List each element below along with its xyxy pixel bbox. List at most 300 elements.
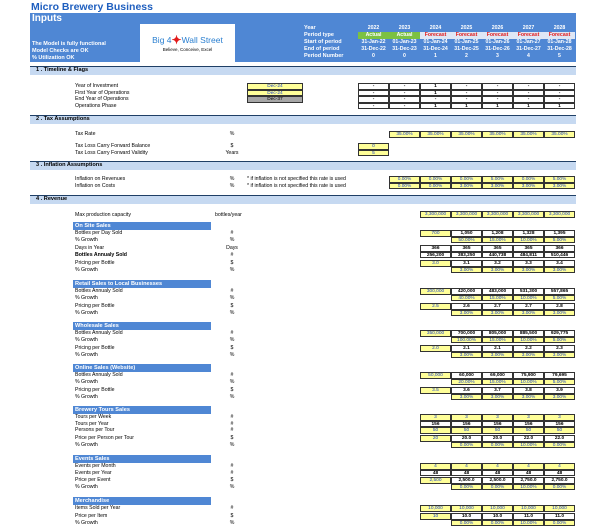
wholesale-price-growth-unit: % bbox=[229, 351, 235, 358]
capacity-label: Max production capacity bbox=[75, 212, 131, 218]
retail-price-cell: 2.6 bbox=[451, 303, 482, 310]
sheet-title: Inputs bbox=[32, 13, 62, 24]
tours-per-week-input[interactable]: 3 bbox=[420, 414, 451, 421]
events-per-year-cell: 48 bbox=[544, 470, 575, 477]
persons-per-tour-input[interactable]: 50 bbox=[420, 427, 451, 434]
wholesale-annual-cell: 929,775 bbox=[544, 330, 575, 337]
online-price-cell: 3.9 bbox=[544, 387, 575, 394]
retail-price-growth-label: % Growth bbox=[75, 309, 98, 316]
merch-items-input[interactable]: 10,000 bbox=[513, 505, 544, 512]
retail-price-label: Pricing per Bottle bbox=[75, 303, 115, 309]
header-years-cell: 2024 bbox=[429, 25, 442, 31]
subsection-wholesale: Wholesale Sales bbox=[73, 322, 211, 330]
section-tax: 2 . Tax Assumptions bbox=[30, 115, 576, 124]
timeline-flag-cell: 1 bbox=[420, 90, 451, 97]
online-price-growth-input[interactable]: 3.00% bbox=[544, 394, 575, 401]
section-inflation: 3 . Inflation Assumptions bbox=[30, 161, 576, 170]
wholesale-price-unit: $ bbox=[230, 345, 234, 351]
merch-price-cell: 11.0 bbox=[513, 513, 544, 520]
inflation-costs-unit: % bbox=[229, 183, 235, 189]
event-price-growth-input[interactable]: 0.00% bbox=[451, 484, 482, 491]
online-annual-cell: 69,000 bbox=[482, 372, 513, 379]
tlcf-validity-input[interactable]: 5 bbox=[358, 150, 389, 157]
tours-per-year-cell: 156 bbox=[451, 421, 482, 428]
bpd-growth-input[interactable]: 15.00% bbox=[482, 237, 513, 244]
bottles-per-day-cell: 1,328 bbox=[513, 230, 544, 237]
timeline-flag-cell: - bbox=[451, 83, 482, 90]
timeline-flag-cell: - bbox=[358, 103, 389, 110]
online-annual-cell: 60,000 bbox=[451, 372, 482, 379]
header-period-types-cell: Forecast bbox=[451, 32, 482, 39]
wholesale-price-growth-input[interactable]: 3.00% bbox=[544, 352, 575, 359]
merch-price-cell: 10.0 bbox=[451, 513, 482, 520]
online-price-label: Pricing per Bottle bbox=[75, 387, 115, 393]
header-period-types-cell: Forecast bbox=[544, 32, 575, 39]
days-cell: 366 bbox=[420, 245, 451, 252]
online-price-growth-input[interactable]: 3.00% bbox=[451, 394, 482, 401]
timeline-flag-cell: 1 bbox=[420, 103, 451, 110]
status-functional: The Model is fully functional bbox=[32, 41, 106, 47]
events-per-month-input[interactable]: 4 bbox=[451, 463, 482, 470]
wholesale-price-growth-input[interactable]: 3.00% bbox=[482, 352, 513, 359]
header-start-cell: 31-Jan-22 bbox=[361, 39, 386, 45]
events-per-year-cell: 48 bbox=[513, 470, 544, 477]
retail-annual-label: Bottles Annualy Sold bbox=[75, 288, 123, 294]
timeline-flag-cell: - bbox=[544, 96, 575, 103]
header-end-cell: 31-Dec-22 bbox=[361, 46, 386, 52]
retail-annual-cell: 531,300 bbox=[513, 288, 544, 295]
bpd-growth-label: % Growth bbox=[75, 236, 98, 243]
capacity-input[interactable]: 3,300,000 bbox=[513, 211, 544, 218]
event-price-growth-unit: % bbox=[229, 483, 235, 490]
timeline-flag-cell: - bbox=[389, 83, 420, 90]
retail-price-growth-input[interactable]: 3.00% bbox=[482, 310, 513, 317]
bpd-growth-input[interactable]: 10.00% bbox=[513, 237, 544, 244]
retail-price-cell: 2.8 bbox=[544, 303, 575, 310]
tours-per-year-unit: # bbox=[230, 420, 234, 427]
onsite-annual-label: Bottles Annualy Sold bbox=[75, 251, 127, 258]
onsite-price-growth-label: % Growth bbox=[75, 266, 98, 273]
events-per-month-input[interactable]: 4 bbox=[420, 463, 451, 470]
online-price-cell: 3.7 bbox=[482, 387, 513, 394]
events-per-year-cell: 48 bbox=[482, 470, 513, 477]
wholesale-price-label: Pricing per Bottle bbox=[75, 345, 115, 351]
header-start-cell: 01-Jan-25 bbox=[454, 39, 479, 45]
event-price-growth-label: % Growth bbox=[75, 483, 98, 490]
days-in-year-unit: Days bbox=[226, 245, 238, 251]
events-per-month-input[interactable]: 4 bbox=[544, 463, 575, 470]
tour-price-growth-input[interactable]: 0.00% bbox=[482, 442, 513, 449]
header-period-numbers-cell: 5 bbox=[558, 53, 561, 59]
capacity-input[interactable]: 3,300,000 bbox=[544, 211, 575, 218]
events-per-year-unit: # bbox=[230, 469, 234, 476]
timeline-flag-cell: - bbox=[420, 96, 451, 103]
merch-items-label: Items Sold per Year bbox=[75, 505, 121, 511]
timeline-flag-cell: - bbox=[482, 96, 513, 103]
timeline-label: Year of Investment bbox=[75, 83, 119, 89]
timeline-label: Operations Phase bbox=[75, 102, 117, 109]
header-years-cell: 2025 bbox=[460, 25, 473, 31]
merch-price-growth-input[interactable]: 10.00% bbox=[513, 520, 544, 527]
timeline-input: Dec-37 bbox=[247, 96, 303, 103]
online-price-growth-input[interactable]: 3.00% bbox=[513, 394, 544, 401]
merch-price-cell: 10.0 bbox=[482, 513, 513, 520]
eagle-icon: ✦ bbox=[171, 33, 182, 47]
onsite-price-growth-unit: % bbox=[229, 266, 235, 273]
merch-price-growth-input[interactable]: 0.00% bbox=[544, 520, 575, 527]
tour-price-growth-unit: % bbox=[229, 441, 235, 448]
subsection-online: Online Sales (Website) bbox=[73, 364, 211, 372]
header-end-cell: 31-Dec-26 bbox=[485, 46, 510, 52]
online-growth-unit: % bbox=[229, 378, 235, 385]
retail-price-growth-input[interactable]: 3.00% bbox=[451, 310, 482, 317]
timeline-flag-cell: - bbox=[358, 90, 389, 97]
wholesale-annual-cell: 885,500 bbox=[513, 330, 544, 337]
bpd-growth-unit: % bbox=[229, 236, 235, 243]
tour-price-growth-input[interactable]: 10.00% bbox=[513, 442, 544, 449]
online-growth-label: % Growth bbox=[75, 378, 98, 385]
row-label-period-number: Period Number bbox=[304, 53, 344, 59]
header-period-types-cell: Forecast bbox=[513, 32, 544, 39]
merch-items-unit: # bbox=[230, 505, 234, 511]
capacity-input[interactable]: 3,300,000 bbox=[451, 211, 482, 218]
tours-per-year-cell: 156 bbox=[420, 421, 451, 428]
onsite-price-growth-input[interactable]: 3.00% bbox=[513, 267, 544, 274]
timeline-flag-cell: 1 bbox=[451, 103, 482, 110]
wholesale-price-cell: 2.2 bbox=[513, 345, 544, 352]
retail-price-growth-unit: % bbox=[229, 309, 235, 316]
days-cell: 365 bbox=[482, 245, 513, 252]
merch-items-input[interactable]: 10,000 bbox=[482, 505, 513, 512]
row-label-period-type: Period type bbox=[304, 32, 334, 38]
tours-per-week-input[interactable]: 3 bbox=[544, 414, 575, 421]
tour-price-cell: 20.0 bbox=[451, 435, 482, 442]
tours-per-week-label: Tours per Week bbox=[75, 414, 112, 420]
wholesale-annual-label: Bottles Annualy Sold bbox=[75, 330, 123, 336]
tour-price-cell: 22.0 bbox=[544, 435, 575, 442]
tours-per-week-input[interactable]: 3 bbox=[482, 414, 513, 421]
wholesale-growth-input[interactable]: 15.00% bbox=[482, 337, 513, 344]
tours-per-year-label: Tours per Year bbox=[75, 420, 109, 427]
merch-price-growth-label: % Growth bbox=[75, 519, 98, 526]
tax-rate-input[interactable]: 35.00% bbox=[513, 131, 544, 138]
merch-items-input[interactable]: 10,000 bbox=[420, 505, 451, 512]
retail-annual-cell: 420,000 bbox=[451, 288, 482, 295]
onsite-price-unit: $ bbox=[230, 260, 234, 266]
merch-price-growth-input[interactable]: 0.00% bbox=[451, 520, 482, 527]
merch-price-label: Price per Item bbox=[75, 513, 108, 519]
timeline-flag-cell: - bbox=[482, 83, 513, 90]
onsite-price-growth-input[interactable]: 3.00% bbox=[451, 267, 482, 274]
online-price-cell[interactable]: 3.5 bbox=[420, 387, 451, 394]
header-years-cell: 2026 bbox=[491, 25, 504, 31]
tours-per-week-input[interactable]: 3 bbox=[451, 414, 482, 421]
inflation-cost-input[interactable]: 3.00% bbox=[482, 183, 513, 190]
wholesale-growth-label: % Growth bbox=[75, 336, 98, 343]
merch-price-growth-unit: % bbox=[229, 519, 235, 526]
retail-price-cell: 2.7 bbox=[513, 303, 544, 310]
bottles-per-day-unit: # bbox=[230, 230, 234, 236]
timeline-flag-cell: 1 bbox=[420, 83, 451, 90]
logo-text-right: Wall Street bbox=[181, 35, 223, 45]
wholesale-annual-cell: 805,000 bbox=[482, 330, 513, 337]
retail-annual-cell[interactable]: 300,000 bbox=[420, 288, 451, 295]
header-period-numbers-cell: 3 bbox=[496, 53, 499, 59]
wholesale-growth-input[interactable]: 10.00% bbox=[513, 337, 544, 344]
bottles-per-day-cell: 1,208 bbox=[482, 230, 513, 237]
onsite-price-cell: 3.2 bbox=[482, 260, 513, 267]
header-end-cell: 31-Dec-28 bbox=[547, 46, 572, 52]
online-price-cell: 3.6 bbox=[451, 387, 482, 394]
tax-rate-input[interactable]: 35.00% bbox=[451, 131, 482, 138]
merch-items-input[interactable]: 10,000 bbox=[544, 505, 575, 512]
timeline-flag-cell: - bbox=[389, 103, 420, 110]
bottles-per-day-label: Bottles per Day Sold bbox=[75, 230, 123, 236]
merch-price-cell[interactable]: 10 bbox=[420, 513, 451, 520]
inflation-revenue-input[interactable]: 0.00% bbox=[389, 176, 420, 183]
timeline-flag-cell: - bbox=[389, 90, 420, 97]
online-annual-cell: 75,900 bbox=[513, 372, 544, 379]
row-label-start: Start of period bbox=[304, 39, 342, 45]
timeline-flag-cell: - bbox=[544, 83, 575, 90]
subsection-tours: Brewery Tours Sales bbox=[73, 406, 211, 414]
timeline-flag-cell: - bbox=[358, 83, 389, 90]
header-period-numbers-cell: 2 bbox=[465, 53, 468, 59]
tours-per-week-input[interactable]: 3 bbox=[513, 414, 544, 421]
onsite-annual-cell: 510,446 bbox=[544, 252, 575, 259]
header-years-cell: 2027 bbox=[522, 25, 535, 31]
days-cell: 365 bbox=[451, 245, 482, 252]
merch-price-growth-input[interactable]: 0.00% bbox=[482, 520, 513, 527]
timeline-flag-cell: - bbox=[513, 96, 544, 103]
header-period-types-cell: Actual bbox=[389, 32, 420, 39]
tour-price-cell: 20.0 bbox=[482, 435, 513, 442]
online-annual-unit: # bbox=[230, 372, 234, 378]
subsection-retail: Retail Sales to Local Businesses bbox=[73, 280, 211, 288]
days-cell: 365 bbox=[513, 245, 544, 252]
retail-growth-input[interactable]: 5.00% bbox=[544, 295, 575, 302]
status-checks: Model Checks are OK bbox=[32, 48, 89, 54]
tours-per-week-unit: # bbox=[230, 414, 234, 420]
merch-price-cell: 11.0 bbox=[544, 513, 575, 520]
timeline-flag-cell: - bbox=[544, 90, 575, 97]
inflation-cost-input[interactable]: 0.00% bbox=[389, 183, 420, 190]
subsection-onsite: On Site Sales bbox=[73, 222, 211, 230]
timeline-flag-cell: - bbox=[513, 83, 544, 90]
logo-tagline: Believe, Conceive, Excel bbox=[162, 47, 213, 52]
header-period-types-cell: Actual bbox=[358, 32, 389, 39]
inflation-note: * if inflation is not specified this rate is used bbox=[247, 183, 346, 189]
bpd-growth-input[interactable]: 5.00% bbox=[544, 237, 575, 244]
retail-price-growth-input[interactable]: 3.00% bbox=[513, 310, 544, 317]
onsite-annual-cell: 256,200 bbox=[420, 252, 451, 259]
tax-rate-input[interactable]: 35.00% bbox=[389, 131, 420, 138]
tours-per-year-cell: 156 bbox=[544, 421, 575, 428]
onsite-annual-cell: 484,811 bbox=[513, 252, 544, 259]
onsite-annual-cell: 383,250 bbox=[451, 252, 482, 259]
bottles-per-day-cell[interactable]: 700 bbox=[420, 230, 451, 237]
online-annual-cell: 79,695 bbox=[544, 372, 575, 379]
inflation-revenues-label: Inflation on Revenues bbox=[75, 176, 126, 182]
wholesale-price-growth-input[interactable]: 3.00% bbox=[451, 352, 482, 359]
online-price-cell: 3.8 bbox=[513, 387, 544, 394]
retail-annual-cell: 557,865 bbox=[544, 288, 575, 295]
tour-price-growth-input[interactable]: 0.00% bbox=[451, 442, 482, 449]
header-start-cell: 01-Jan-26 bbox=[485, 39, 510, 45]
timeline-label: End Year of Operations bbox=[75, 96, 129, 102]
event-price-label: Price per Event bbox=[75, 477, 111, 483]
wholesale-annual-unit: # bbox=[230, 330, 234, 336]
inflation-revenue-input[interactable]: 0.00% bbox=[451, 176, 482, 183]
online-annual-label: Bottles Annualy Sold bbox=[75, 372, 123, 378]
onsite-price-cell: 3.3 bbox=[513, 260, 544, 267]
inflation-revenue-input[interactable]: 5.00% bbox=[544, 176, 575, 183]
section-revenue: 4 . Revenue bbox=[30, 195, 576, 204]
tour-price-growth-input[interactable]: 0.00% bbox=[544, 442, 575, 449]
inflation-cost-input[interactable]: 3.00% bbox=[451, 183, 482, 190]
persons-per-tour-input[interactable]: 50 bbox=[451, 427, 482, 434]
timeline-input[interactable]: Dec-24 bbox=[247, 83, 303, 90]
header-period-types-cell: Forecast bbox=[420, 32, 451, 39]
retail-price-growth-input[interactable]: 3.00% bbox=[544, 310, 575, 317]
onsite-price-growth-input[interactable]: 3.00% bbox=[544, 267, 575, 274]
merch-items-input[interactable]: 10,000 bbox=[451, 505, 482, 512]
wholesale-price-growth-input[interactable]: 3.00% bbox=[513, 352, 544, 359]
tours-per-year-cell: 156 bbox=[513, 421, 544, 428]
header-start-cell: 01-Jan-27 bbox=[516, 39, 541, 45]
inflation-cost-input[interactable]: 3.00% bbox=[544, 183, 575, 190]
online-annual-cell[interactable]: 50,000 bbox=[420, 372, 451, 379]
persons-per-tour-unit: # bbox=[230, 427, 234, 433]
inflation-costs-label: Inflation on Costs bbox=[75, 183, 116, 189]
tax-rate-label: Tax Rate bbox=[75, 131, 96, 137]
row-label-end: End of period bbox=[304, 46, 340, 52]
tlcf-balance-unit: $ bbox=[230, 143, 234, 149]
subsection-merch: Merchandise bbox=[73, 497, 211, 505]
timeline-flag-cell: 1 bbox=[482, 103, 513, 110]
onsite-price-cell: 3.1 bbox=[451, 260, 482, 267]
online-growth-input[interactable]: 20.00% bbox=[451, 379, 482, 386]
days-cell: 366 bbox=[544, 245, 575, 252]
event-price-cell[interactable]: 2,500 bbox=[420, 477, 451, 484]
tlcf-balance-input[interactable]: 0 bbox=[358, 143, 389, 150]
tax-rate-input[interactable]: 35.00% bbox=[420, 131, 451, 138]
events-per-year-cell: 48 bbox=[451, 470, 482, 477]
event-price-growth-input[interactable]: 10.00% bbox=[513, 484, 544, 491]
events-per-month-input[interactable]: 4 bbox=[513, 463, 544, 470]
retail-price-cell[interactable]: 2.5 bbox=[420, 303, 451, 310]
event-price-cell: 2,500.0 bbox=[451, 477, 482, 484]
wholesale-growth-input[interactable]: 5.00% bbox=[544, 337, 575, 344]
tax-rate-input[interactable]: 35.00% bbox=[544, 131, 575, 138]
onsite-price-label: Pricing per Bottle bbox=[75, 260, 115, 266]
retail-annual-cell: 483,000 bbox=[482, 288, 513, 295]
events-per-month-unit: # bbox=[230, 463, 234, 469]
wholesale-price-cell[interactable]: 2.0 bbox=[420, 345, 451, 352]
persons-per-tour-input[interactable]: 50 bbox=[482, 427, 513, 434]
wholesale-price-cell: 2.1 bbox=[482, 345, 513, 352]
timeline-flag-cell: - bbox=[513, 90, 544, 97]
header-years-cell: 2023 bbox=[398, 25, 411, 31]
header-period-numbers-cell: 4 bbox=[527, 53, 530, 59]
inflation-cost-input[interactable]: 3.00% bbox=[513, 183, 544, 190]
inflation-note: * if inflation is not specified this rate is used bbox=[247, 176, 346, 182]
retail-growth-input[interactable]: 40.00% bbox=[451, 295, 482, 302]
events-per-month-input[interactable]: 4 bbox=[482, 463, 513, 470]
onsite-price-growth-input[interactable]: 3.00% bbox=[482, 267, 513, 274]
event-price-growth-input[interactable]: 0.00% bbox=[544, 484, 575, 491]
tax-rate-unit: % bbox=[229, 131, 235, 137]
retail-growth-unit: % bbox=[229, 294, 235, 301]
wholesale-price-growth-label: % Growth bbox=[75, 351, 98, 358]
retail-annual-unit: # bbox=[230, 288, 234, 294]
event-price-cell: 2,750.0 bbox=[513, 477, 544, 484]
header-years-cell: 2028 bbox=[553, 25, 566, 31]
wholesale-growth-input[interactable]: 100.00% bbox=[451, 337, 482, 344]
event-price-cell: 2,500.0 bbox=[482, 477, 513, 484]
timeline-flag-cell: 1 bbox=[513, 103, 544, 110]
online-growth-input[interactable]: 10.00% bbox=[513, 379, 544, 386]
inflation-revenue-input[interactable]: 0.00% bbox=[513, 176, 544, 183]
tlcf-validity-unit: Years bbox=[225, 150, 239, 156]
retail-growth-input[interactable]: 10.00% bbox=[513, 295, 544, 302]
inflation-cost-input[interactable]: 0.00% bbox=[420, 183, 451, 190]
status-utilization: % Utilization OK bbox=[32, 55, 75, 61]
timeline-flag-cell: - bbox=[482, 90, 513, 97]
merch-price-unit: $ bbox=[230, 513, 234, 519]
brand-logo bbox=[140, 24, 235, 62]
persons-per-tour-input[interactable]: 50 bbox=[513, 427, 544, 434]
retail-growth-label: % Growth bbox=[75, 294, 98, 301]
inflation-revenue-input[interactable]: 0.00% bbox=[420, 176, 451, 183]
bottles-per-day-cell: 1,395 bbox=[544, 230, 575, 237]
retail-growth-input[interactable]: 15.00% bbox=[482, 295, 513, 302]
inflation-revenues-unit: % bbox=[229, 176, 235, 182]
header-period-types-cell: Forecast bbox=[482, 32, 513, 39]
header-start-cell: 01-Jan-23 bbox=[392, 39, 417, 45]
timeline-flag-cell: 1 bbox=[544, 103, 575, 110]
online-growth-input[interactable]: 15.00% bbox=[482, 379, 513, 386]
persons-per-tour-input[interactable]: 50 bbox=[544, 427, 575, 434]
event-price-growth-input[interactable]: 0.00% bbox=[482, 484, 513, 491]
bpd-growth-input[interactable]: 50.00% bbox=[451, 237, 482, 244]
timeline-input[interactable]: Dec-24 bbox=[247, 90, 303, 97]
retail-price-cell: 2.7 bbox=[482, 303, 513, 310]
wholesale-price-cell: 2.3 bbox=[544, 345, 575, 352]
days-in-year-label: Days in Year bbox=[75, 245, 105, 251]
tours-per-year-cell: 156 bbox=[482, 421, 513, 428]
online-growth-input[interactable]: 5.00% bbox=[544, 379, 575, 386]
wholesale-annual-cell[interactable]: 350,000 bbox=[420, 330, 451, 337]
retail-price-unit: $ bbox=[230, 303, 234, 309]
online-price-growth-input[interactable]: 3.00% bbox=[482, 394, 513, 401]
capacity-input[interactable]: 3,300,000 bbox=[482, 211, 513, 218]
header-start-cell: 01-Jan-24 bbox=[423, 39, 448, 45]
header-end-cell: 31-Dec-27 bbox=[516, 46, 541, 52]
onsite-price-cell[interactable]: 3.0 bbox=[420, 260, 451, 267]
timeline-label: First Year of Operations bbox=[75, 89, 130, 96]
capacity-input[interactable]: 3,300,000 bbox=[420, 211, 451, 218]
tour-price-cell[interactable]: 20 bbox=[420, 435, 451, 442]
event-price-unit: $ bbox=[230, 477, 234, 483]
header-end-cell: 31-Dec-24 bbox=[423, 46, 448, 52]
tour-price-cell: 22.0 bbox=[513, 435, 544, 442]
inflation-revenue-input[interactable]: 5.00% bbox=[482, 176, 513, 183]
tax-rate-input[interactable]: 35.00% bbox=[482, 131, 513, 138]
onsite-annual-unit: # bbox=[230, 251, 234, 258]
onsite-annual-cell: 440,738 bbox=[482, 252, 513, 259]
timeline-flag-cell: - bbox=[358, 96, 389, 103]
